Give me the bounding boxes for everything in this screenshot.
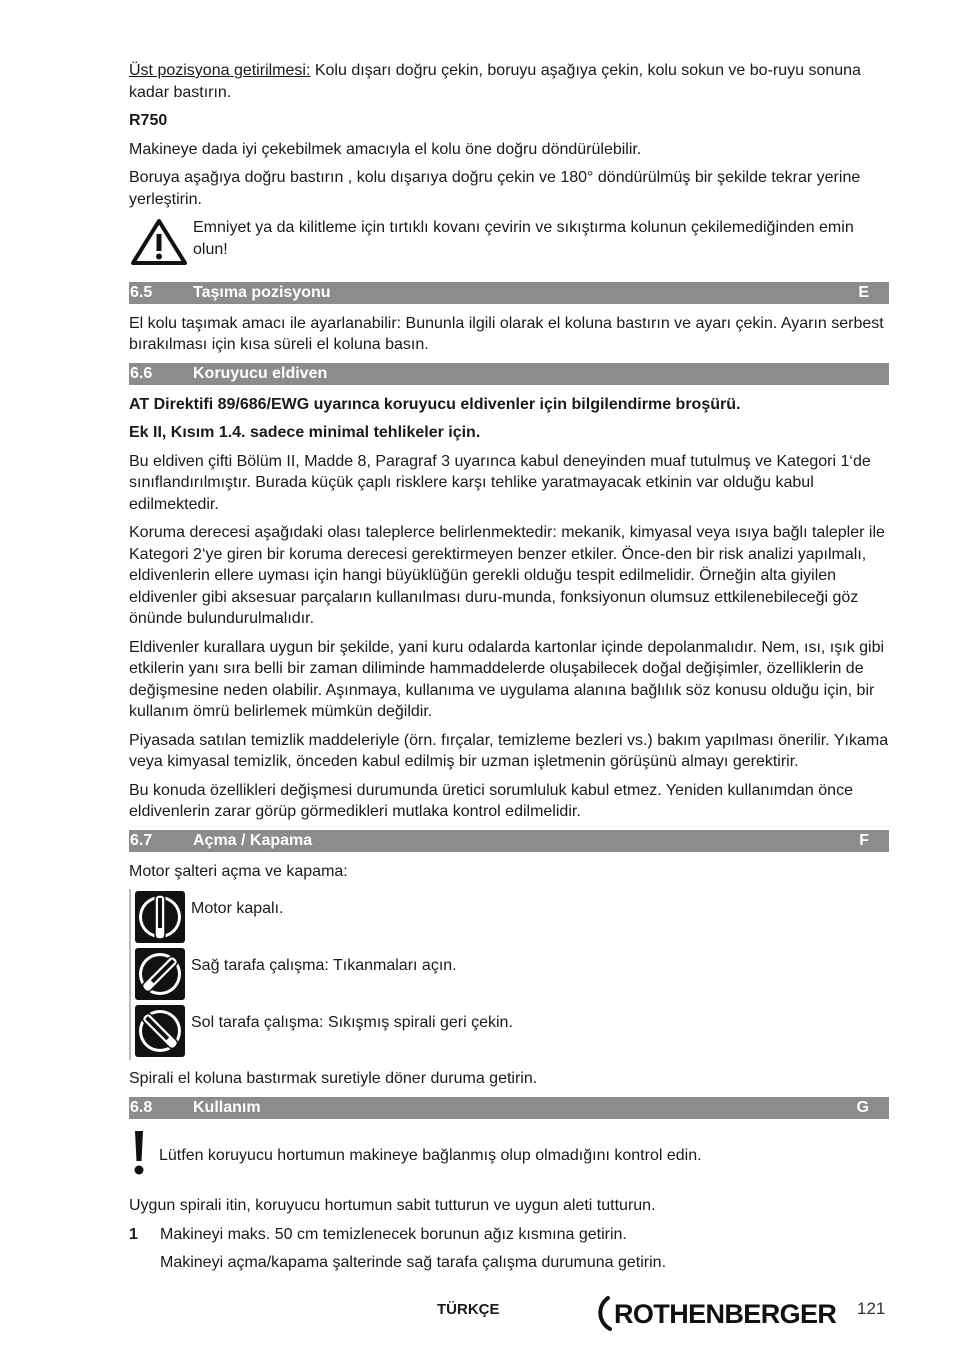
switch-right-icon (131, 946, 191, 1009)
warning-block (129, 217, 889, 274)
underlined-heading: Üst pozisyona getirilmesi: (129, 62, 311, 79)
paragraph: Koruma derecesi aşağıdaki olası taleplerce belirlenmektedir: mekanik, kimyasal veya ısıya bağlı talepler ile Kategori 2‘ye giren bir koruma derecesi gerektirmeyen benzer etkiler. Önce-den bir risk analizi yapılmalı, eldivenlerin ellere uyması için hangi büyüklüğün gerekli olduğu tespit edilmelidir. Örneğin alta giyilen eldivenler gibi aksesuar parçaların kullanılması duru-munda, fonksiyonun olumsuz ettkilenebileceği göz önünde bulundurulmalıdır. (129, 524, 885, 627)
rothenberger-logo (594, 1294, 840, 1341)
switch-positions (129, 889, 891, 1060)
switch-off-icon (131, 889, 191, 952)
footer-language: TÜRKÇE (437, 1301, 500, 1318)
bold-paragraph: AT Direktifi 89/686/EWG uyarınca koruyucu eldivenler için bilgilendirme broşürü. (129, 395, 741, 413)
switch-row-left (131, 1003, 891, 1060)
model-label: R750 (129, 112, 168, 129)
section-header-6-7: 6.7 Açma / Kapama F (129, 830, 889, 852)
switch-left-label: Sol tarafa çalışma: Sıkışmış spirali geri çekin. (191, 1014, 513, 1031)
switch-row-right (131, 946, 891, 1003)
switch-row-off (131, 889, 891, 946)
paragraph: Uygun spirali itin, koruyucu hortumun sabit tutturun ve uygun aleti tutturun. (129, 1197, 656, 1214)
paragraph: Motor şalteri açma ve kapama: (129, 862, 348, 880)
warning-triangle-icon (129, 217, 193, 274)
section-header-6-6: 6.6 Koruyucu eldiven (129, 363, 889, 385)
paragraph: Üst pozisyona getirilmesi: Kolu dışarı doğru çekin, boruyu aşağıya çekin, kolu sokun ve bo-ruyu sonuna kadar bastırın. (129, 62, 861, 101)
section-header-6-8: 6.8 Kullanım G (129, 1097, 889, 1119)
paragraph: Piyasada satılan temizlik maddeleriyle (örn. fırçalar, temizleme bezleri vs.) bakım yapılması önerilir. Yıkama veya kimyasal temizlik, önceden kabul edilmiş bir uzman işletmenin görüşünü almayı gerektirir. (129, 731, 889, 770)
step-number: 1 (129, 1225, 138, 1243)
paragraph: El kolu taşımak amacı ile ayarlanabilir: Bununla ilgili olarak el koluna bastırın ve ayarı çekin. Ayarın serbest bırakılması için kısa süreli el koluna basın. (129, 314, 884, 353)
paragraph: Bu eldiven çifti Bölüm II, Madde 8, Paragraf 3 uyarınca kabul deneyinden muaf tutulmuş ve Kategori 1‘de sınıflandırılmıştır. Burada küçük çaplı risklere karşı tehlike yaratmayacak etkinin var olduğu kabul edilmektedir. (129, 452, 871, 513)
step-1 (129, 1224, 889, 1281)
paragraph: Boruya aşağıya doğru bastırın , kolu dışarıya doğru çekin ve 180° döndürülmüş bir şekilde tekrar yerine yerleştirin. (129, 169, 861, 208)
paragraph: Spirali el koluna bastırmak suretiyle döner duruma getirin. (129, 1070, 538, 1087)
warning-text: Emniyet ya da kilitleme için tırtıklı kovanı çevirin ve sıkıştırma kolunun çekilemediğinden emin olun! (193, 219, 854, 258)
switch-right-label: Sağ tarafa çalışma: Tıkanmaları açın. (191, 957, 457, 974)
exclamation-icon (129, 1128, 159, 1185)
attention-note (129, 1128, 889, 1185)
page-number: 121 (857, 1299, 886, 1318)
paragraph: Bu konuda özellikleri değişmesi durumunda üretici sorumluluk kabul etmez. Yeniden kullanımdan önce eldivenlerin zarar görüp görmedikleri mutlaka kontrol edilmelidir. (129, 781, 853, 820)
paragraph: Makineye dada iyi çekebilmek amacıyla el kolu öne doğru döndürülebilir. (129, 140, 642, 158)
attention-text: Lütfen koruyucu hortumun makineye bağlanmış olup olmadığını kontrol edin. (159, 1147, 702, 1164)
svg-text:ROTHENBERGER: ROTHENBERGER (614, 1299, 837, 1329)
switch-left-icon (131, 1003, 191, 1066)
switch-off-label: Motor kapalı. (191, 900, 284, 917)
paragraph: Eldivenler kurallara uygun bir şekilde, yani kuru odalarda kartonlar içinde depolanmalıdır. Nem, ısı, ışık gibi etkilerin yanı sıra belli bir zaman diliminde hammaddelerde oluşabilecek doğal değişimler, özelliklerin de değişmesine neden olabilir. Aşınmaya, kullanıma ve uygulama alanına bağlılık söz konusu olduğu için, bir kullanım ömrü belirlemek mümkün değildir. (129, 638, 885, 720)
bold-paragraph: Ek II, Kısım 1.4. sadece minimal tehlikeler için. (129, 424, 481, 441)
section-header-6-5: 6.5 Taşıma pozisyonu E (129, 282, 889, 304)
step-text: Makineyi maks. 50 cm temizlenecek borunun ağız kısmına getirin. Makineyi açma/kapama şalterinde sağ tarafa çalışma durumuna getirin. (160, 1225, 667, 1271)
page-content (129, 60, 889, 1281)
